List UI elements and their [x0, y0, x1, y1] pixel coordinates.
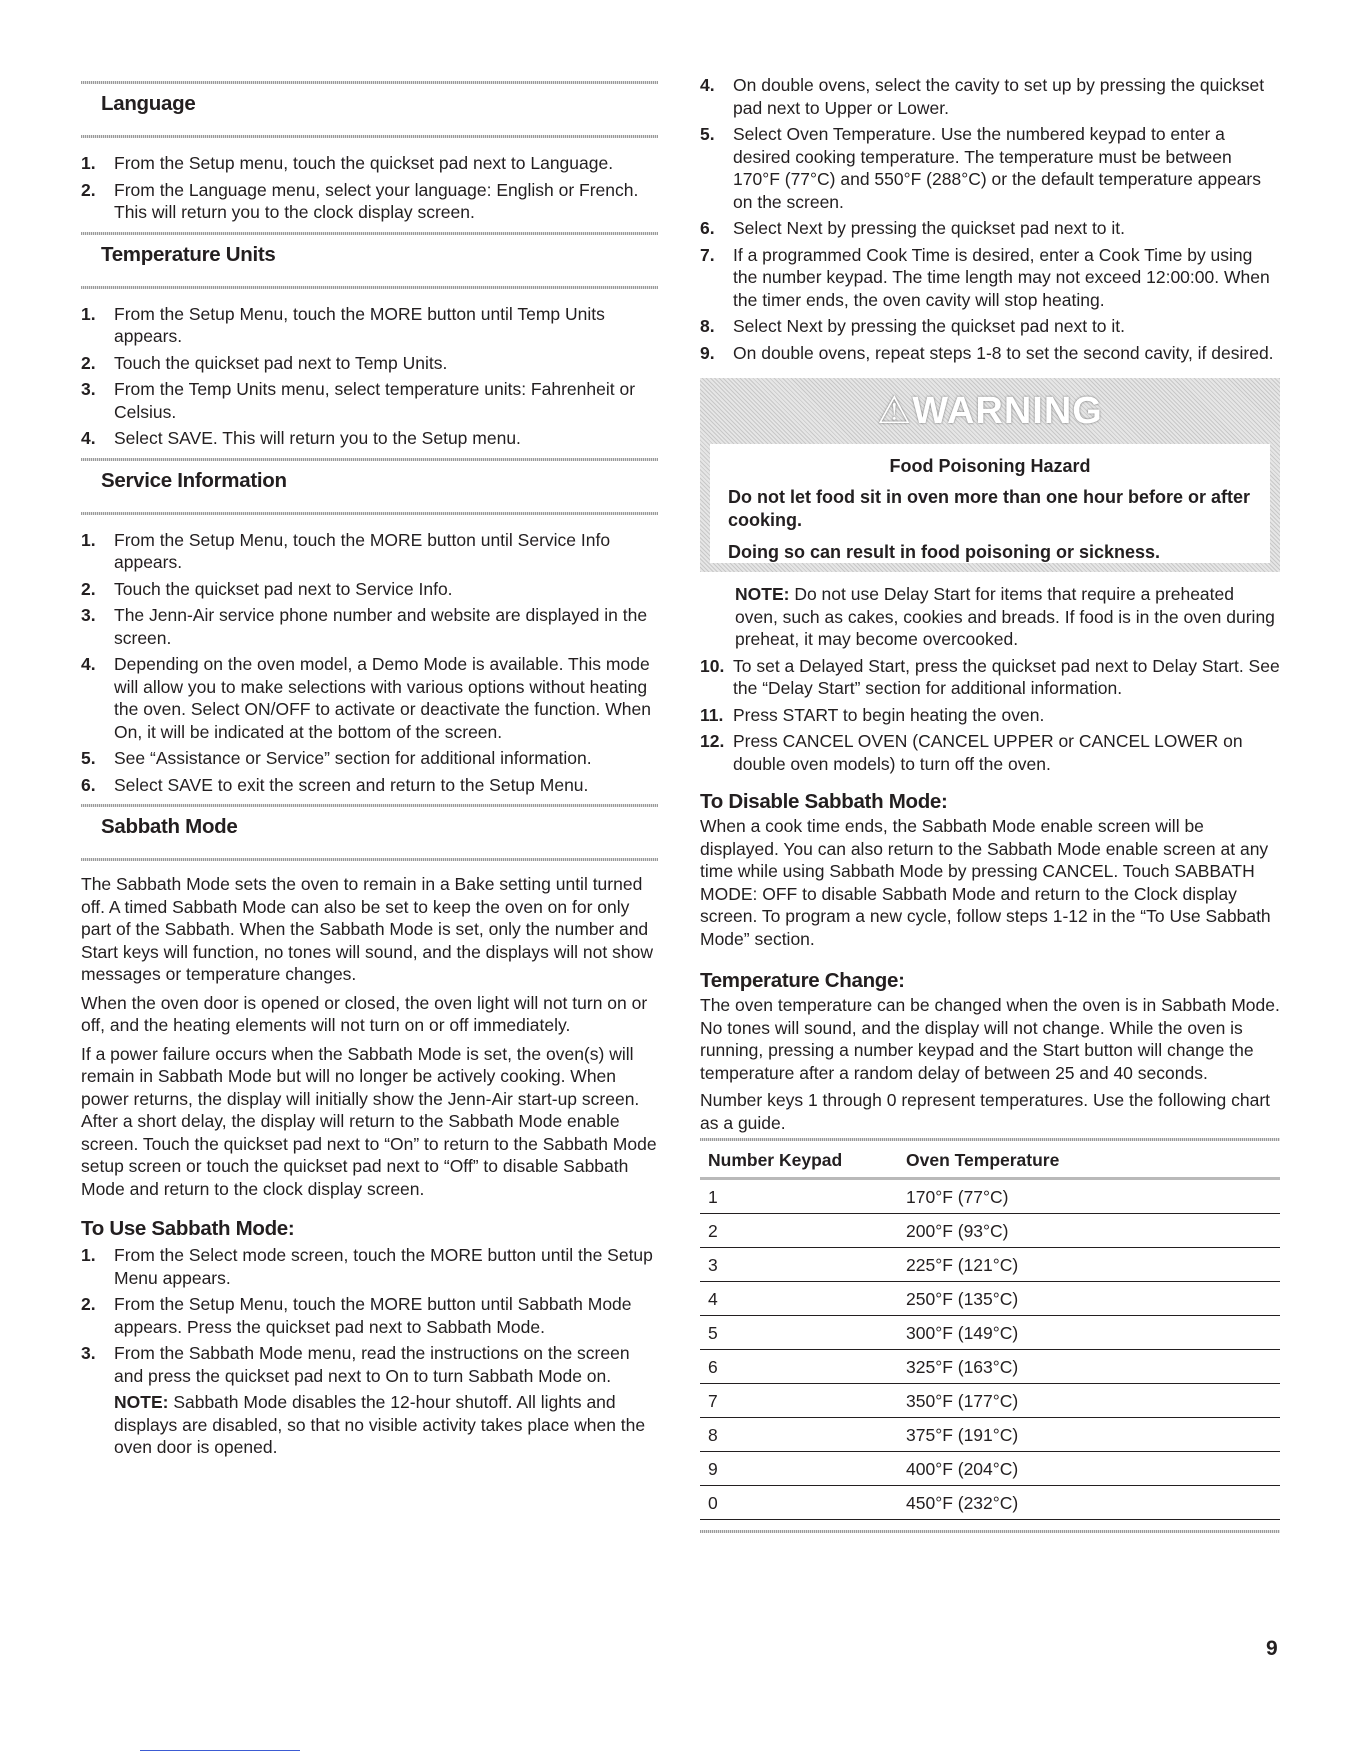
step-number: 12.	[700, 731, 725, 751]
step-text: Touch the quickset pad next to Service Info.	[114, 578, 453, 599]
table-cell: 400°F (204°C)	[898, 1452, 1280, 1486]
list-item	[700, 315, 1280, 338]
step-number: 4.	[81, 654, 96, 674]
table-row	[700, 1418, 1280, 1452]
language-steps	[81, 152, 658, 224]
step-text: To set a Delayed Start, press the quickset pad next to Delay Start. See the “Delay Start” section for additional information.	[733, 655, 1280, 698]
table-cell: 300°F (149°C)	[898, 1316, 1280, 1350]
step-number: 5.	[81, 748, 96, 768]
table-cell: 350°F (177°C)	[898, 1384, 1280, 1418]
steps-4-9	[700, 74, 1280, 364]
list-item	[700, 123, 1280, 213]
table-header-row	[700, 1141, 1280, 1179]
note	[81, 1391, 658, 1459]
step-number: 2.	[81, 352, 96, 373]
to-use-steps	[81, 1244, 658, 1387]
step-text: If a programmed Cook Time is desired, enter a Cook Time by using the number keypad. The time length may not exceed 12:00:00. When the timer ends, the oven cavity will stop heating.	[733, 244, 1270, 310]
note-label: NOTE:	[114, 1392, 169, 1412]
step-text: From the Setup Menu, touch the MORE button until Sabbath Mode appears. Press the quickset pad next to Sabbath Mode.	[114, 1294, 632, 1337]
paragraph: When the oven door is opened or closed, the oven light will not turn on or off, and the heating elements will not turn on or off immediately.	[81, 992, 648, 1035]
warning-hazard: Food Poisoning Hazard	[889, 456, 1091, 476]
table-row	[700, 1248, 1280, 1282]
table-cell: 225°F (121°C)	[898, 1248, 1280, 1282]
list-item	[700, 74, 1280, 119]
list-item	[81, 352, 658, 375]
step-text: The Jenn-Air service phone number and website are displayed in the screen.	[114, 605, 648, 648]
step-text: Select Next by pressing the quickset pad next to it.	[733, 316, 1126, 336]
list-item	[81, 578, 658, 601]
list-item	[81, 427, 658, 450]
list-item	[81, 303, 658, 348]
list-item	[700, 342, 1280, 365]
step-text: Press START to begin heating the oven.	[733, 704, 1045, 725]
step-text: From the Temp Units menu, select temperature units: Fahrenheit or Celsius.	[114, 379, 636, 422]
step-number: 1.	[81, 529, 96, 550]
step-text: Select SAVE to exit the screen and return to the Setup Menu.	[114, 774, 589, 795]
table-cell: 2	[700, 1214, 898, 1248]
step-number: 3.	[81, 379, 96, 399]
table-cell: 200°F (93°C)	[898, 1214, 1280, 1248]
step-number: 9.	[700, 342, 715, 363]
step-text: Depending on the oven model, a Demo Mode is available. This mode will allow you to make selections with various options without heating the oven. Select ON/OFF to activate or deactivate the function. When On, it will be indicated at the bottom of the screen.	[114, 654, 651, 742]
divider	[81, 135, 658, 138]
table-row	[700, 1350, 1280, 1384]
step-number: 1.	[81, 1245, 96, 1265]
step-number: 2.	[81, 578, 96, 599]
divider	[81, 81, 658, 84]
table-cell: 5	[700, 1316, 898, 1350]
right-column	[700, 74, 1280, 1533]
step-number: 3.	[81, 1343, 96, 1363]
warning-banner: ⚠WARNING	[877, 390, 1103, 432]
table-row	[700, 1316, 1280, 1350]
list-item	[700, 730, 1280, 775]
list-item	[700, 704, 1280, 727]
list-item	[81, 604, 658, 649]
divider	[81, 458, 658, 461]
divider	[81, 512, 658, 515]
table-row	[700, 1486, 1280, 1520]
step-text: Select SAVE. This will return you to the Setup menu.	[114, 428, 521, 448]
table-cell: 9	[700, 1452, 898, 1486]
subheading-to-use-sabbath-mode: To Use Sabbath Mode:	[81, 1217, 295, 1240]
table-cell: 6	[700, 1350, 898, 1384]
list-item	[81, 152, 658, 175]
step-number: 10.	[700, 655, 725, 676]
step-number: 3.	[81, 605, 96, 625]
table-cell: 4	[700, 1282, 898, 1316]
table-cell: 8	[700, 1418, 898, 1452]
temp-change-text: The oven temperature can be changed when the oven is in Sabbath Mode. No tones will sound, and the display will not change. While the oven is running, pressing a number keypad and the Start button will change the temperature after a random delay of between 25 and 40 seconds.	[700, 995, 1280, 1083]
note-text: Do not use Delay Start for items that require a preheated oven, such as cakes, cookies and breads. If food is in the oven during preheat, it may become overcooked.	[735, 584, 1275, 649]
column-header: Number Keypad	[708, 1149, 843, 1170]
sabbath-mode-text	[81, 873, 658, 1200]
warning-box	[700, 378, 1280, 572]
list-item	[81, 747, 658, 770]
step-number: 8.	[700, 316, 715, 336]
section-header-temperature-units	[81, 232, 658, 289]
step-text: Select Next by pressing the quickset pad next to it.	[733, 218, 1126, 238]
warning-line-1: Do not let food sit in oven more than one hour before or after cooking.	[728, 487, 1251, 530]
divider	[81, 858, 658, 861]
step-text: Touch the quickset pad next to Temp Units.	[114, 352, 448, 373]
step-number: 11.	[700, 704, 724, 725]
note-label: NOTE:	[735, 584, 790, 604]
step-text: On double ovens, select the cavity to set up by pressing the quickset pad next to Upper or Lower.	[733, 75, 1265, 118]
list-item	[81, 529, 658, 574]
subheading-temperature-change: Temperature Change:	[700, 969, 905, 992]
list-item	[81, 774, 658, 797]
step-number: 1.	[81, 153, 96, 173]
step-number: 5.	[700, 124, 715, 144]
step-text: From the Language menu, select your language: English or French. This will return you to the clock display screen.	[114, 179, 639, 222]
list-item	[700, 244, 1280, 312]
disable-text: When a cook time ends, the Sabbath Mode enable screen will be displayed. You can also return to the Sabbath Mode enable screen at any time while using Sabbath Mode by pressing CANCEL. Touch SABBATH MODE: OFF to disable Sabbath Mode and return to the Clock display screen. To program a new cycle, follow steps 1-12 in the “To Use Sabbath Mode” section.	[700, 816, 1271, 949]
table-cell: 170°F (77°C)	[898, 1179, 1280, 1214]
warning-line-2: Doing so can result in food poisoning or sickness.	[728, 542, 1161, 562]
step-number: 1.	[81, 303, 96, 324]
table-cell: 3	[700, 1248, 898, 1282]
divider	[81, 286, 658, 289]
table-cell: 450°F (232°C)	[898, 1486, 1280, 1520]
table-row	[700, 1282, 1280, 1316]
temperature-table	[700, 1141, 1280, 1520]
table-row	[700, 1452, 1280, 1486]
left-column	[81, 81, 658, 1459]
step-number: 4.	[700, 75, 715, 95]
section-title: Temperature Units	[101, 242, 276, 266]
table-cell: 375°F (191°C)	[898, 1418, 1280, 1452]
divider	[81, 232, 658, 235]
service-information-steps	[81, 529, 658, 797]
section-header-language	[81, 81, 658, 138]
temperature-units-steps	[81, 303, 658, 450]
divider	[81, 804, 658, 807]
step-number: 2.	[81, 1294, 96, 1314]
table-row	[700, 1214, 1280, 1248]
step-number: 6.	[81, 774, 96, 795]
step-text: From the Setup menu, touch the quickset pad next to Language.	[114, 153, 614, 173]
table-cell: 0	[700, 1486, 898, 1520]
table-cell: 325°F (163°C)	[898, 1350, 1280, 1384]
footer-line	[140, 1750, 300, 1751]
list-item	[81, 653, 658, 743]
section-header-sabbath-mode	[81, 804, 658, 861]
step-text: See “Assistance or Service” section for additional information.	[114, 748, 592, 768]
table-row	[700, 1179, 1280, 1214]
table-cell: 1	[700, 1179, 898, 1214]
step-number: 6.	[700, 218, 715, 238]
list-item	[81, 179, 658, 224]
steps-10-12	[700, 655, 1280, 776]
section-title: Sabbath Mode	[101, 815, 238, 838]
paragraph: The Sabbath Mode sets the oven to remain in a Bake setting until turned off. A timed Sabbath Mode can also be set to keep the oven on for only part of the Sabbath. When the Sabbath Mode is set, only the number and Start keys will function, no tones will sound, and the displays will not show messages or temperature changes.	[81, 874, 653, 984]
list-item	[700, 655, 1280, 700]
section-title: Language	[101, 92, 196, 115]
step-number: 2.	[81, 179, 96, 200]
temp-change-guide: Number keys 1 through 0 represent temperatures. Use the following chart as a guide.	[700, 1090, 1271, 1133]
subheading-to-disable-sabbath-mode: To Disable Sabbath Mode:	[700, 790, 948, 813]
step-text: From the Setup Menu, touch the MORE button until Temp Units appears.	[114, 303, 605, 346]
table-cell: 7	[700, 1384, 898, 1418]
table-cell: 250°F (135°C)	[898, 1282, 1280, 1316]
step-text: From the Setup Menu, touch the MORE button until Service Info appears.	[114, 529, 611, 572]
list-item	[81, 1293, 658, 1338]
step-text: On double ovens, repeat steps 1-8 to set the second cavity, if desired.	[733, 342, 1274, 363]
step-text: Press CANCEL OVEN (CANCEL UPPER or CANCEL LOWER on double oven models) to turn off the oven.	[733, 731, 1243, 774]
page-number: 9	[1266, 1637, 1278, 1660]
list-item	[81, 1244, 658, 1289]
step-text: From the Select mode screen, touch the MORE button until the Setup Menu appears.	[114, 1245, 653, 1288]
list-item	[81, 1342, 658, 1387]
section-title: Service Information	[101, 468, 287, 492]
delay-note	[700, 583, 1280, 651]
paragraph: If a power failure occurs when the Sabbath Mode is set, the oven(s) will remain in Sabbath Mode but will no longer be actively cooking. When power returns, the display will initially show the Jenn-Air start-up screen. After a short delay, the display will return to the Sabbath Mode enable screen. Touch the quickset pad next to “On” to return to the Sabbath Mode setup screen or touch the quickset pad next to “Off” to disable Sabbath Mode and return to the clock display screen.	[81, 1043, 657, 1199]
step-text: From the Sabbath Mode menu, read the instructions on the screen and press the quickset pad next to On to turn Sabbath Mode on.	[114, 1343, 630, 1386]
section-header-service-information	[81, 458, 658, 515]
step-number: 4.	[81, 428, 96, 448]
column-header: Oven Temperature	[906, 1149, 1060, 1170]
step-number: 7.	[700, 244, 715, 265]
step-text: Select Oven Temperature. Use the numbered keypad to enter a desired cooking temperature. The temperature must be between 170°F (77°C) and 550°F (288°C) or the default temperature appears on the screen.	[733, 124, 1261, 212]
list-item	[700, 217, 1280, 240]
divider	[700, 1530, 1280, 1533]
list-item	[81, 378, 658, 423]
table-row	[700, 1384, 1280, 1418]
note-text: Sabbath Mode disables the 12-hour shutoff. All lights and displays are disabled, so that no visible activity takes place when the oven door is opened.	[114, 1392, 646, 1457]
